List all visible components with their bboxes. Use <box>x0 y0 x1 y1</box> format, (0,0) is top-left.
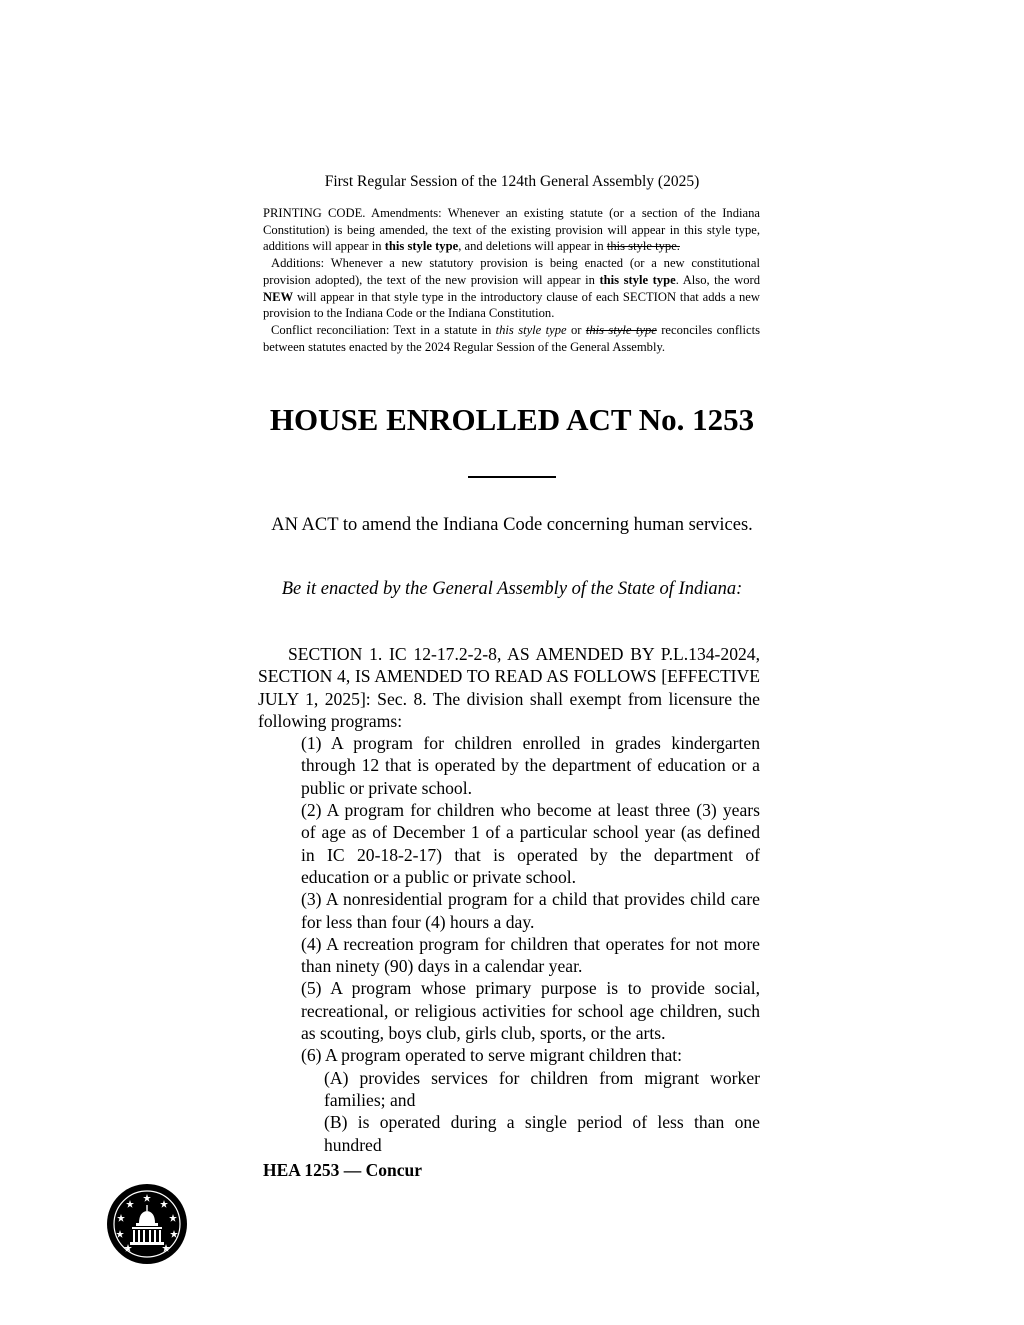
sub-list-item: (A) provides services for children from migrant worker families; and <box>324 1067 760 1110</box>
list-item: (2) A program for children who become at least three (3) years of age as of December 1 of a particular school year (as defined in IC 20-18-2-17) that is operated by the department of education or a public or private school. <box>301 800 760 887</box>
list-item: (5) A program whose primary purpose is to provide social, recreational, or religious activities for school age children, such as scouting, boys club, girls club, sports, or the arts. <box>301 978 760 1044</box>
printing-code-notice <box>263 205 760 355</box>
section-1 <box>258 643 760 1156</box>
list-item: (3) A nonresidential program for a child that provides child care for less than four (4) hours a day. <box>301 889 760 932</box>
printing-code-additions: Additions: Whenever a new statutory provision is being enacted (or a new constitutional provision adopted), the text of the new provision will appear in this style type. Also, the word NEW will appear in that style type in the introductory clause of each SECTION that adds a new provision to the Indiana Code or the Indiana Constitution. <box>263 256 760 321</box>
session-header: First Regular Session of the 124th General Assembly (2025) <box>324 173 700 190</box>
act-description: AN ACT to amend the Indiana Code concerning human services. <box>271 515 753 535</box>
list-item: (6) A program operated to serve migrant children that: <box>301 1045 683 1066</box>
act-title: HOUSE ENROLLED ACT No. 1253 <box>269 402 755 437</box>
title-divider <box>468 476 556 478</box>
printing-code-amendments: PRINTING CODE. Amendments: Whenever an existing statute (or a section of the Indiana Constitution) is being amended, the text of the existing provision will appear in this style type, additions will appear in this style type, and deletions will appear in this style type. <box>263 206 760 254</box>
list-item: (4) A recreation program for children that operates for not more than ninety (90) days in a calendar year. <box>301 933 760 977</box>
section-1-heading: SECTION 1. IC 12-17.2-2-8, AS AMENDED BY P.L.134-2024, SECTION 4, IS AMENDED TO READ AS FOLLOWS [EFFECTIVE JULY 1, 2025]: Sec. 8. The division shall exempt from licensure the following programs: <box>258 644 760 731</box>
list-item: (1) A program for children enrolled in grades kindergarten through 12 that is operated by the department of education or a public or private school. <box>301 733 760 798</box>
enacting-clause: Be it enacted by the General Assembly of the State of Indiana: <box>281 579 743 599</box>
page-footer: HEA 1253 — Concur <box>263 1160 422 1180</box>
sub-list-item: (B) is operated during a single period of less than one hundred <box>324 1112 760 1155</box>
printing-code-conflict: Conflict reconciliation: Text in a statute in this style type or this style type reconciles conflicts between statutes enacted by the 2024 Regular Session of the General Assembly. <box>263 322 761 354</box>
indiana-state-seal-icon <box>106 1183 188 1265</box>
